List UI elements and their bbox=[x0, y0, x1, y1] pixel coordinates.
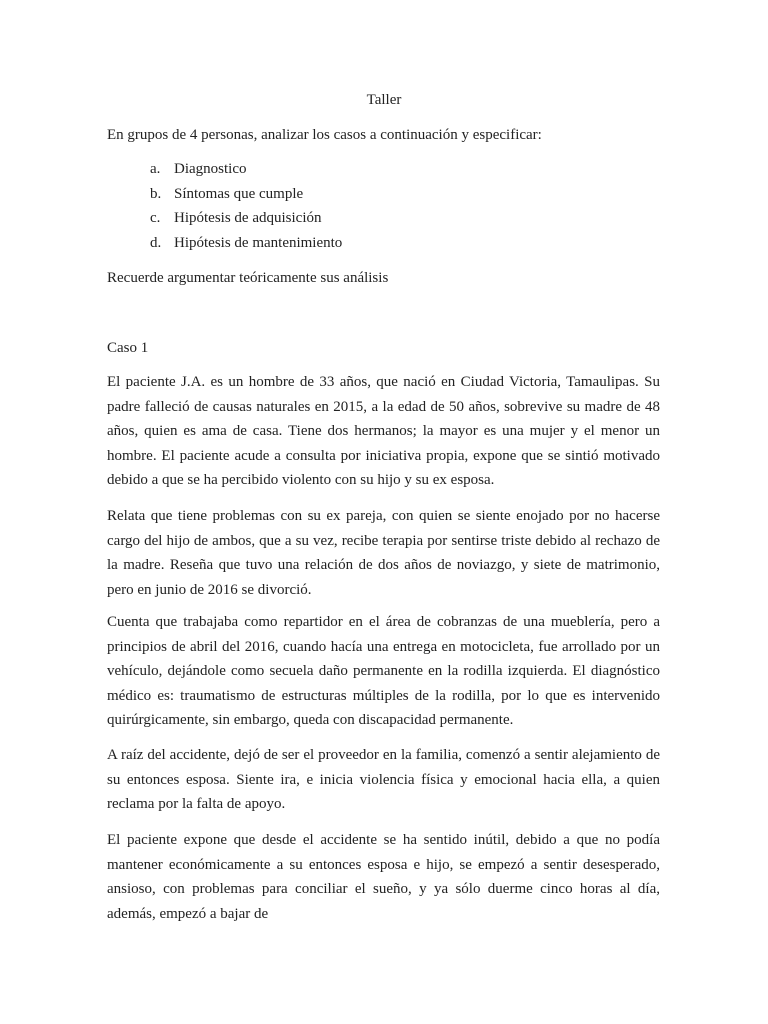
list-marker: d. bbox=[150, 234, 162, 251]
intro-text: En grupos de 4 personas, analizar los casos a continuación y especificar: bbox=[107, 127, 542, 143]
case-heading: Caso 1 bbox=[107, 340, 149, 356]
list-marker: b. bbox=[150, 185, 162, 202]
task-list bbox=[150, 159, 342, 257]
list-item bbox=[150, 233, 342, 258]
case-paragraph: Relata que tiene problemas con su ex pareja, con quien se siente enojado por no hacerse cargo del hijo de ambos, que a su vez, recibe terapia por sentirse triste debido al rechazo de la madre. Reseña que tuvo una relación de dos años de noviazgo, y siete de matrimonio, pero en junio de 2016 se divorció. bbox=[107, 508, 660, 598]
case-paragraph: El paciente expone que desde el accidente se ha sentido inútil, debido a que no podía mantener económicamente a su entonces esposa e hijo, se empezó a sentir desesperado, ansioso, con problemas para conciliar el sueño, y ya sólo duerme cinco horas al día, además, empezó a bajar de bbox=[107, 832, 660, 922]
document-title: Taller bbox=[366, 92, 402, 108]
list-item-text: Hipótesis de adquisición bbox=[174, 210, 322, 226]
case-paragraph: El paciente J.A. es un hombre de 33 años, que nació en Ciudad Victoria, Tamaulipas. Su padre falleció de causas naturales en 2015, a la edad de 50 años, sobrevive su madre de 48 años, quien es ama de casa. Tiene dos hermanos; la mayor es una mujer y el menor un hombre. El paciente acude a consulta por iniciativa propia, expone que se sintió motivado debido a que se ha percibido violento con su hijo y su ex esposa. bbox=[107, 374, 660, 488]
list-item-text: Hipótesis de mantenimiento bbox=[174, 234, 343, 251]
list-item-text: Síntomas que cumple bbox=[174, 185, 304, 202]
reminder-text: Recuerde argumentar teóricamente sus análisis bbox=[107, 270, 389, 286]
list-marker: c. bbox=[150, 210, 161, 226]
list-marker: a. bbox=[150, 161, 161, 177]
list-item bbox=[150, 208, 342, 233]
list-item bbox=[150, 159, 342, 184]
case-paragraph: Cuenta que trabajaba como repartidor en el área de cobranzas de una mueblería, pero a principios de abril del 2016, cuando hacía una entrega en motocicleta, fue arrollado por un vehículo, dejándole como secuela daño permanente en la rodilla izquierda. El diagnóstico médico es: traumatismo de estructuras múltiples de la rodilla, por lo que es intervenido quirúrgicamente, sin embargo, queda con discapacidad permanente. bbox=[107, 614, 660, 728]
list-item-text: Diagnostico bbox=[174, 161, 247, 177]
list-item bbox=[150, 184, 342, 209]
case-paragraph: A raíz del accidente, dejó de ser el proveedor en la familia, comenzó a sentir alejamiento de su entonces esposa. Siente ira, e inicia violencia física y emocional hacia ella, a quien reclama por la falta de apoyo. bbox=[107, 747, 660, 812]
